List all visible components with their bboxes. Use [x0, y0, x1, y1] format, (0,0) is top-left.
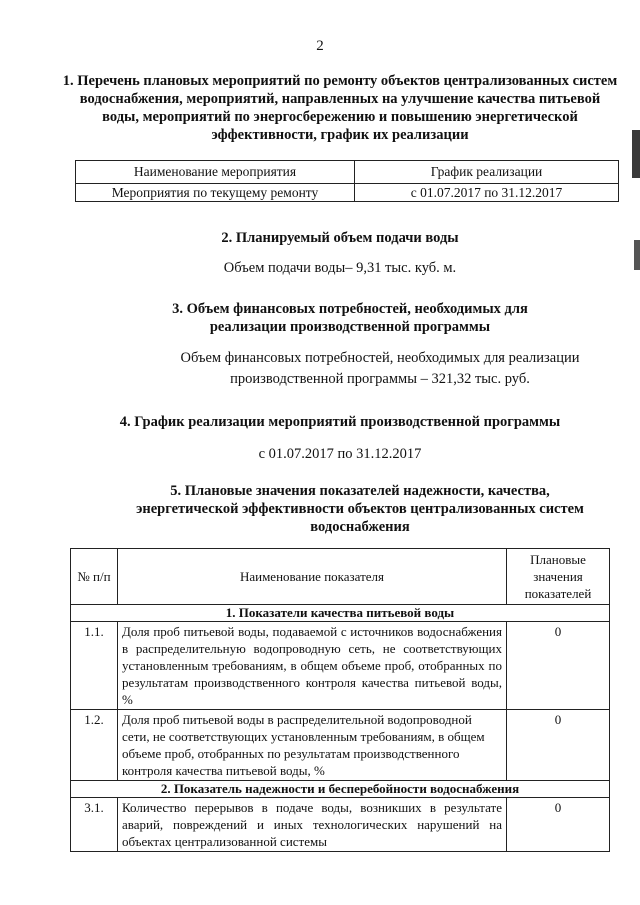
indicator-value: 0 [507, 622, 610, 710]
indicator-name: Доля проб питьевой воды в распределительной водопроводной сети, не соответствующих установленным требованиям, в общем объеме проб, отобранных по результатам производственного контроля качества питьевой воды, % [118, 710, 507, 781]
table-row [71, 798, 610, 852]
group-title-reliability: 2. Показатель надежности и бесперебойности водоснабжения [71, 781, 610, 798]
indicators-table [70, 548, 610, 852]
section-3-text: Объем финансовых потребностей, необходимых для реализации производственной программы – 321,32 тыс. руб. [180, 350, 580, 387]
page-number: 2 [316, 38, 324, 54]
column-header-schedule: График реализации [355, 161, 619, 184]
section-4-title: 4. График реализации мероприятий производственной программы [119, 414, 561, 430]
table-row [71, 710, 610, 781]
section-2-text: Объем подачи воды– 9,31 тыс. куб. м. [223, 260, 457, 276]
indicator-name: Количество перерывов в подаче воды, возникших в результате аварий, повреждений и иных технологических нарушений на объектах централизованной системы [118, 798, 507, 852]
table-header-row [71, 549, 610, 605]
table-row [71, 622, 610, 710]
measure-name-cell: Мероприятия по текущему ремонту [76, 184, 355, 202]
indicator-name: Доля проб питьевой воды, подаваемой с источников водоснабжения в распределительную водопроводную сеть, не соответствующих установленным требованиям, в общем объеме проб, отобранных по результатам производственного контроля качества питьевой воды, % [118, 622, 507, 710]
table-section-row [71, 605, 610, 622]
row-number: 1.1. [71, 622, 118, 710]
column-header-indicator: Наименование показателя [118, 549, 507, 605]
section-5-title: 5. Плановые значения показателей надежности, качества, энергетической эффективности объектов централизованных систем водоснабжения [136, 483, 584, 535]
column-header-measure: Наименование мероприятия [76, 161, 355, 184]
measures-table [75, 160, 619, 202]
column-header-number: № п/п [71, 549, 118, 605]
schedule-cell: с 01.07.2017 по 31.12.2017 [355, 184, 619, 202]
table-row [76, 184, 619, 202]
section-3-title: 3. Объем финансовых потребностей, необходимых для реализации производственной программы [172, 301, 528, 335]
indicator-value: 0 [507, 798, 610, 852]
scan-edge-mark [634, 240, 640, 270]
column-header-planned-value: Плановые значения показателей [507, 549, 610, 605]
indicator-value: 0 [507, 710, 610, 781]
section-4-text: с 01.07.2017 по 31.12.2017 [258, 446, 422, 462]
section-1-title: 1. Перечень плановых мероприятий по ремонту объектов централизованных систем водоснабжения, мероприятий, направленных на улучшение качества питьевой воды, мероприятий по энергосбережению и повышению энергетической эффективности, график их реализации [62, 73, 618, 143]
table-section-row [71, 781, 610, 798]
section-2-title: 2. Планируемый объем подачи воды [221, 230, 459, 246]
table-header-row [76, 161, 619, 184]
scan-edge-mark [632, 130, 640, 178]
group-title-water-quality: 1. Показатели качества питьевой воды [71, 605, 610, 622]
row-number: 3.1. [71, 798, 118, 852]
row-number: 1.2. [71, 710, 118, 781]
